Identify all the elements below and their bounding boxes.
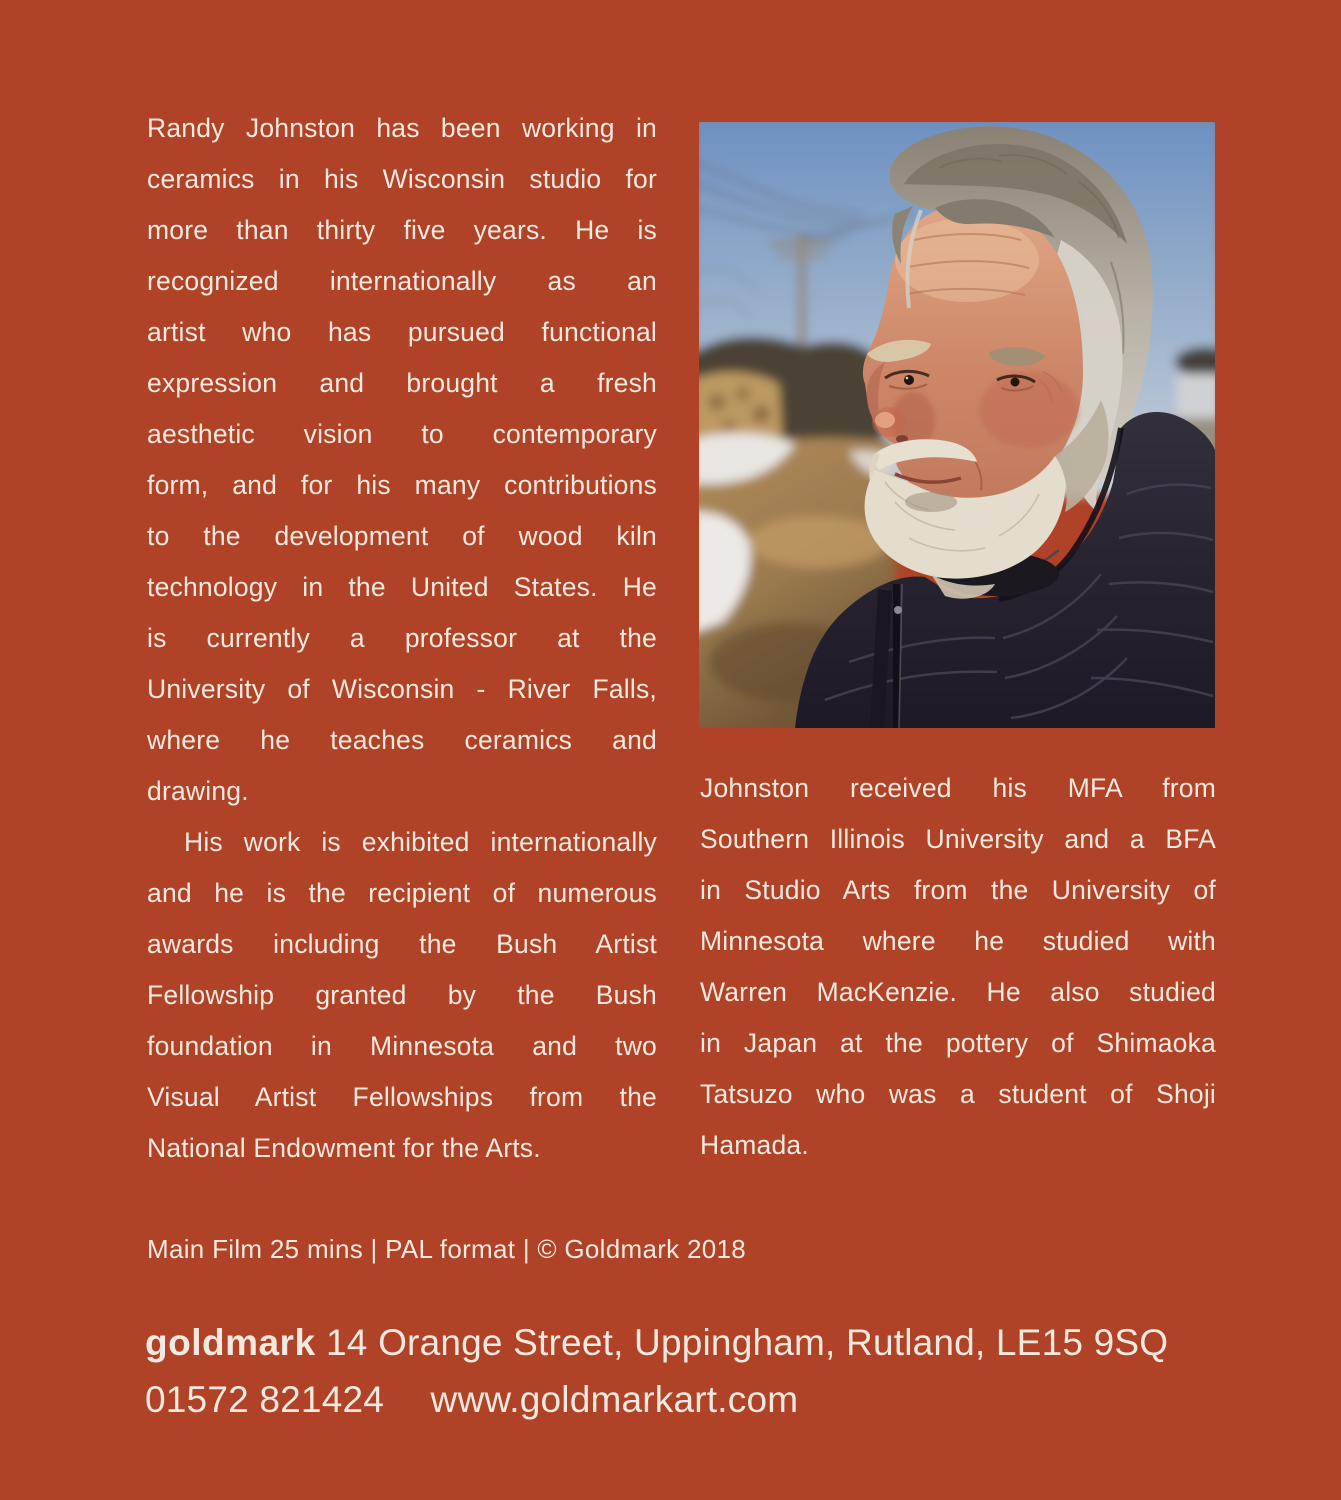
goldmark-logo: goldmark [145,1322,316,1363]
text-line: ceramics in his Wisconsin studio for [147,164,657,194]
text-line: and he is the recipient of numerous [147,878,657,908]
text-line: expression and brought a fresh [147,368,657,398]
beard-shadow [905,492,957,512]
text-line: more than thirty five years. He is [147,215,657,245]
text-line: is currently a professor at the [147,623,657,653]
zipper-pull [894,606,902,614]
text-line: artist who has pursued functional [147,317,657,347]
text-line: in Studio Arts from the University of [700,875,1216,905]
text-line: His work is exhibited internationally [184,827,657,857]
bio-paragraph-1 [147,103,657,817]
publisher-address-line [145,1314,1168,1371]
release-info: Main Film 25 mins | PAL format | © Goldmark 2018 [147,1234,747,1264]
text-line: Visual Artist Fellowships from the [147,1082,657,1112]
publisher-contact-line [145,1371,1168,1428]
text-line: Warren MacKenzie. He also studied [700,977,1216,1007]
text-line: where he teaches ceramics and [147,725,657,755]
text-line: Southern Illinois University and a BFA [700,824,1216,854]
bio-column-right [700,763,1216,1171]
text-line: Hamada. [700,1130,809,1160]
cheek-right [979,372,1079,448]
text-line: form, and for his many contributions [147,470,657,500]
text-line: Johnston received his MFA from [700,773,1216,803]
text-line: foundation in Minnesota and two [147,1031,657,1061]
text-line: Fellowship granted by the Bush [147,980,657,1010]
text-line: to the development of wood kiln [147,521,657,551]
text-line: Tatsuzo who was a student of Shoji [700,1079,1216,1109]
text-line: awards including the Bush Artist [147,929,657,959]
publisher-phone: 01572 821424 [145,1379,385,1420]
text-line: drawing. [147,776,249,806]
bio-column-left [147,103,657,1174]
nose-highlight [875,412,895,428]
publisher-address: 14 Orange Street, Uppingham, Rutland, LE15 9SQ [326,1322,1169,1363]
publisher-website: www.goldmarkart.com [430,1379,799,1420]
bio-paragraph-2 [147,817,657,1174]
portrait-photo [699,122,1215,728]
text-line: Minnesota where he studied with [700,926,1216,956]
text-line: National Endowment for the Arts. [147,1133,541,1163]
placket [877,590,885,728]
text-line: Randy Johnston has been working in [147,113,657,143]
bio-paragraph-3 [700,763,1216,1171]
text-line: University of Wisconsin - River Falls, [147,674,657,704]
publisher-block [145,1314,1168,1428]
portrait-photo-art [699,122,1215,728]
text-line: technology in the United States. He [147,572,657,602]
text-line: aesthetic vision to contemporary [147,419,657,449]
text-line: recognized internationally as an [147,266,657,296]
text-line: in Japan at the pottery of Shimaoka [700,1028,1216,1058]
